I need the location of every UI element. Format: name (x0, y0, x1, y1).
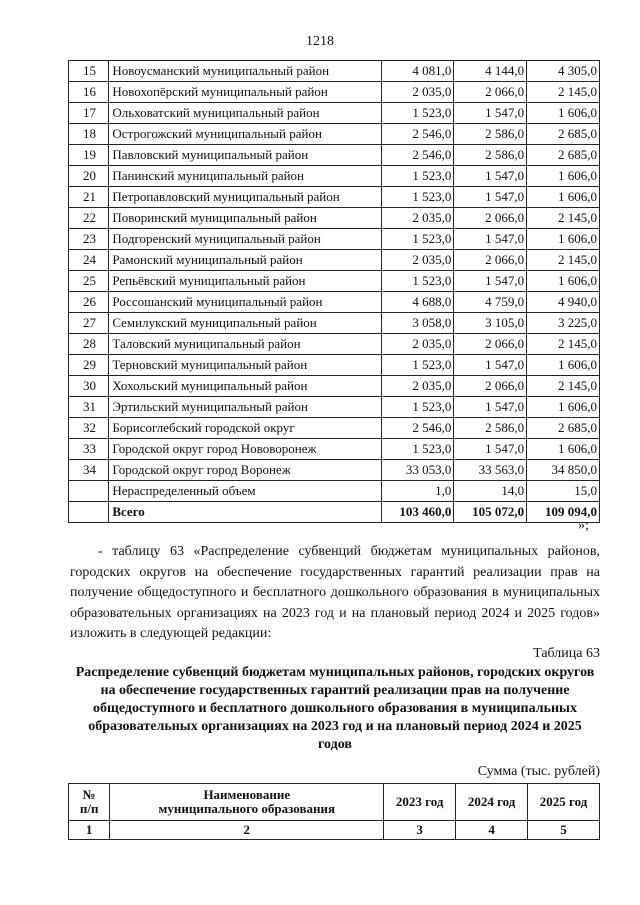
value-2024: 1 547,0 (454, 271, 527, 292)
header-name (110, 784, 384, 821)
value-2024: 2 586,0 (454, 145, 527, 166)
value-2025: 2 685,0 (527, 145, 600, 166)
municipality-name: Семилукский муниципальный район (109, 313, 381, 334)
value-2023: 3 058,0 (381, 313, 454, 334)
table-row (69, 460, 600, 481)
table-row (69, 124, 600, 145)
table-row (69, 103, 600, 124)
value-2024: 1 547,0 (454, 397, 527, 418)
value-2025: 34 850,0 (527, 460, 600, 481)
value-2024: 1 547,0 (454, 355, 527, 376)
value-2024: 33 563,0 (454, 460, 527, 481)
value-2025: 2 145,0 (527, 334, 600, 355)
value-2025: 4 305,0 (527, 61, 600, 82)
value-2024: 2 066,0 (454, 250, 527, 271)
municipality-name: Эртильский муниципальный район (109, 397, 381, 418)
municipality-name: Городской округ город Нововоронеж (109, 439, 381, 460)
municipality-name: Подгоренский муниципальный район (109, 229, 381, 250)
value-2024: 1 547,0 (454, 187, 527, 208)
row-number (69, 481, 109, 502)
header-number (69, 784, 110, 821)
table-row (69, 418, 600, 439)
row-number: 17 (69, 103, 109, 124)
value-2024: 1 547,0 (454, 229, 527, 250)
table-row (69, 397, 600, 418)
value-2024: 1 547,0 (454, 103, 527, 124)
row-number: 28 (69, 334, 109, 355)
municipality-name: Хохольский муниципальный район (109, 376, 381, 397)
column-index: 2 (110, 821, 384, 840)
municipality-name: Панинский муниципальный район (109, 166, 381, 187)
value-2023: 1 523,0 (381, 103, 454, 124)
total-number (69, 502, 109, 523)
total-2023: 103 460,0 (381, 502, 454, 523)
table-row (69, 355, 600, 376)
row-number: 23 (69, 229, 109, 250)
row-number: 32 (69, 418, 109, 439)
value-2025: 1 606,0 (527, 355, 600, 376)
row-number: 22 (69, 208, 109, 229)
table-row (69, 82, 600, 103)
value-2023: 2 546,0 (381, 418, 454, 439)
header-number-line1: № (82, 787, 96, 802)
row-number: 24 (69, 250, 109, 271)
header-number-line2: п/п (79, 801, 99, 816)
header-2024: 2024 год (456, 784, 528, 821)
amendment-paragraph: - таблицу 63 «Распределение субвенций бюджетам муниципальных районов, городских округов на обеспечение государственных гарантий реализации прав на получение общедоступного и бесплатного дошкольного образования в муниципальных образовательных организациях на 2023 год и на плановый период 2024 и 2025 годов» изложить в следующей редакции: (70, 544, 600, 641)
table-row (69, 250, 600, 271)
row-number: 27 (69, 313, 109, 334)
value-2024: 2 066,0 (454, 376, 527, 397)
total-2024: 105 072,0 (454, 502, 527, 523)
table-row (69, 271, 600, 292)
value-2025: 2 145,0 (527, 376, 600, 397)
table-row (69, 229, 600, 250)
value-2023: 2 035,0 (381, 82, 454, 103)
value-2023: 1 523,0 (381, 355, 454, 376)
value-2023: 1 523,0 (381, 439, 454, 460)
table-heading: Распределение субвенций бюджетам муниципальных районов, городских округов на обеспечение государственных гарантий реализации прав на получение общедоступного и бесплатного дошкольного образования в муниципальных образовательных организациях на 2023 год и на плановый период 2024 и 2025 годов (75, 665, 595, 752)
value-2023: 1 523,0 (381, 397, 454, 418)
table-row (69, 334, 600, 355)
municipality-name: Новохопёрский муниципальный район (109, 82, 381, 103)
table-row (69, 145, 600, 166)
municipality-name: Борисоглебский городской округ (109, 418, 381, 439)
municipality-name: Россошанский муниципальный район (109, 292, 381, 313)
value-2023: 1 523,0 (381, 166, 454, 187)
value-2023: 4 081,0 (381, 61, 454, 82)
row-number: 34 (69, 460, 109, 481)
value-2024: 3 105,0 (454, 313, 527, 334)
value-2025: 1 606,0 (527, 229, 600, 250)
row-number: 15 (69, 61, 109, 82)
table-row (69, 292, 600, 313)
value-2023: 2 035,0 (381, 334, 454, 355)
row-number: 29 (69, 355, 109, 376)
municipality-name: Поворинский муниципальный район (109, 208, 381, 229)
value-2024: 4 759,0 (454, 292, 527, 313)
page-number: 1218 (306, 34, 334, 49)
column-index: 5 (528, 821, 600, 840)
table-row (69, 376, 600, 397)
table-row (69, 166, 600, 187)
value-2025: 1 606,0 (527, 397, 600, 418)
value-2023: 1 523,0 (381, 187, 454, 208)
value-2025: 2 145,0 (527, 208, 600, 229)
value-2025: 3 225,0 (527, 313, 600, 334)
value-2025: 1 606,0 (527, 103, 600, 124)
value-2024: 2 066,0 (454, 82, 527, 103)
value-2023: 2 035,0 (381, 208, 454, 229)
municipality-name: Ольховатский муниципальный район (109, 103, 381, 124)
row-number: 20 (69, 166, 109, 187)
value-2025: 15,0 (527, 481, 600, 502)
table-row (69, 61, 600, 82)
value-2025: 2 685,0 (527, 124, 600, 145)
total-2025: 109 094,0 (527, 502, 600, 523)
value-2025: 2 685,0 (527, 418, 600, 439)
municipality-name: Репьёвский муниципальный район (109, 271, 381, 292)
value-2025: 1 606,0 (527, 271, 600, 292)
closing-quote: »; (578, 518, 589, 533)
table-row (69, 481, 600, 502)
row-number: 19 (69, 145, 109, 166)
header-name-line2: муниципального образования (158, 801, 336, 816)
value-2023: 1 523,0 (381, 271, 454, 292)
municipality-name: Павловский муниципальный район (109, 145, 381, 166)
value-2024: 1 547,0 (454, 439, 527, 460)
value-2023: 33 053,0 (381, 460, 454, 481)
value-2024: 2 586,0 (454, 418, 527, 439)
municipality-name: Городской округ город Воронеж (109, 460, 381, 481)
row-number: 31 (69, 397, 109, 418)
units-label: Сумма (тыс. рублей) (477, 764, 600, 779)
value-2025: 1 606,0 (527, 439, 600, 460)
row-number: 16 (69, 82, 109, 103)
allocation-table-continued (68, 60, 600, 523)
table-row (69, 208, 600, 229)
table-header-row (69, 784, 600, 821)
municipality-name: Острогожский муниципальный район (109, 124, 381, 145)
header-name-line1: Наименование (203, 787, 291, 802)
header-2025: 2025 год (528, 784, 600, 821)
municipality-name: Таловский муниципальный район (109, 334, 381, 355)
value-2025: 1 606,0 (527, 166, 600, 187)
value-2025: 2 145,0 (527, 250, 600, 271)
value-2025: 4 940,0 (527, 292, 600, 313)
value-2025: 2 145,0 (527, 82, 600, 103)
value-2023: 1 523,0 (381, 229, 454, 250)
table-row (69, 187, 600, 208)
value-2023: 2 035,0 (381, 376, 454, 397)
value-2024: 2 066,0 (454, 334, 527, 355)
table-row (69, 313, 600, 334)
value-2024: 2 586,0 (454, 124, 527, 145)
column-index: 4 (456, 821, 528, 840)
row-number: 21 (69, 187, 109, 208)
municipality-name: Терновский муниципальный район (109, 355, 381, 376)
value-2024: 4 144,0 (454, 61, 527, 82)
allocation-table-63 (68, 783, 600, 840)
value-2025: 1 606,0 (527, 187, 600, 208)
municipality-name: Новоусманский муниципальный район (109, 61, 381, 82)
row-number: 18 (69, 124, 109, 145)
row-number: 30 (69, 376, 109, 397)
municipality-name: Нераспределенный объем (109, 481, 381, 502)
municipality-name: Рамонский муниципальный район (109, 250, 381, 271)
value-2023: 2 546,0 (381, 145, 454, 166)
value-2023: 4 688,0 (381, 292, 454, 313)
value-2023: 2 546,0 (381, 124, 454, 145)
column-index: 3 (384, 821, 456, 840)
value-2024: 2 066,0 (454, 208, 527, 229)
column-index-row (69, 821, 600, 840)
row-number: 33 (69, 439, 109, 460)
value-2024: 14,0 (454, 481, 527, 502)
header-2023: 2023 год (384, 784, 456, 821)
row-number: 26 (69, 292, 109, 313)
table-row (69, 439, 600, 460)
value-2023: 1,0 (381, 481, 454, 502)
table-label: Таблица 63 (533, 646, 600, 661)
value-2023: 2 035,0 (381, 250, 454, 271)
municipality-name: Петропавловский муниципальный район (109, 187, 381, 208)
total-label: Всего (109, 502, 381, 523)
column-index: 1 (69, 821, 110, 840)
row-number: 25 (69, 271, 109, 292)
value-2024: 1 547,0 (454, 166, 527, 187)
total-row (69, 502, 600, 523)
